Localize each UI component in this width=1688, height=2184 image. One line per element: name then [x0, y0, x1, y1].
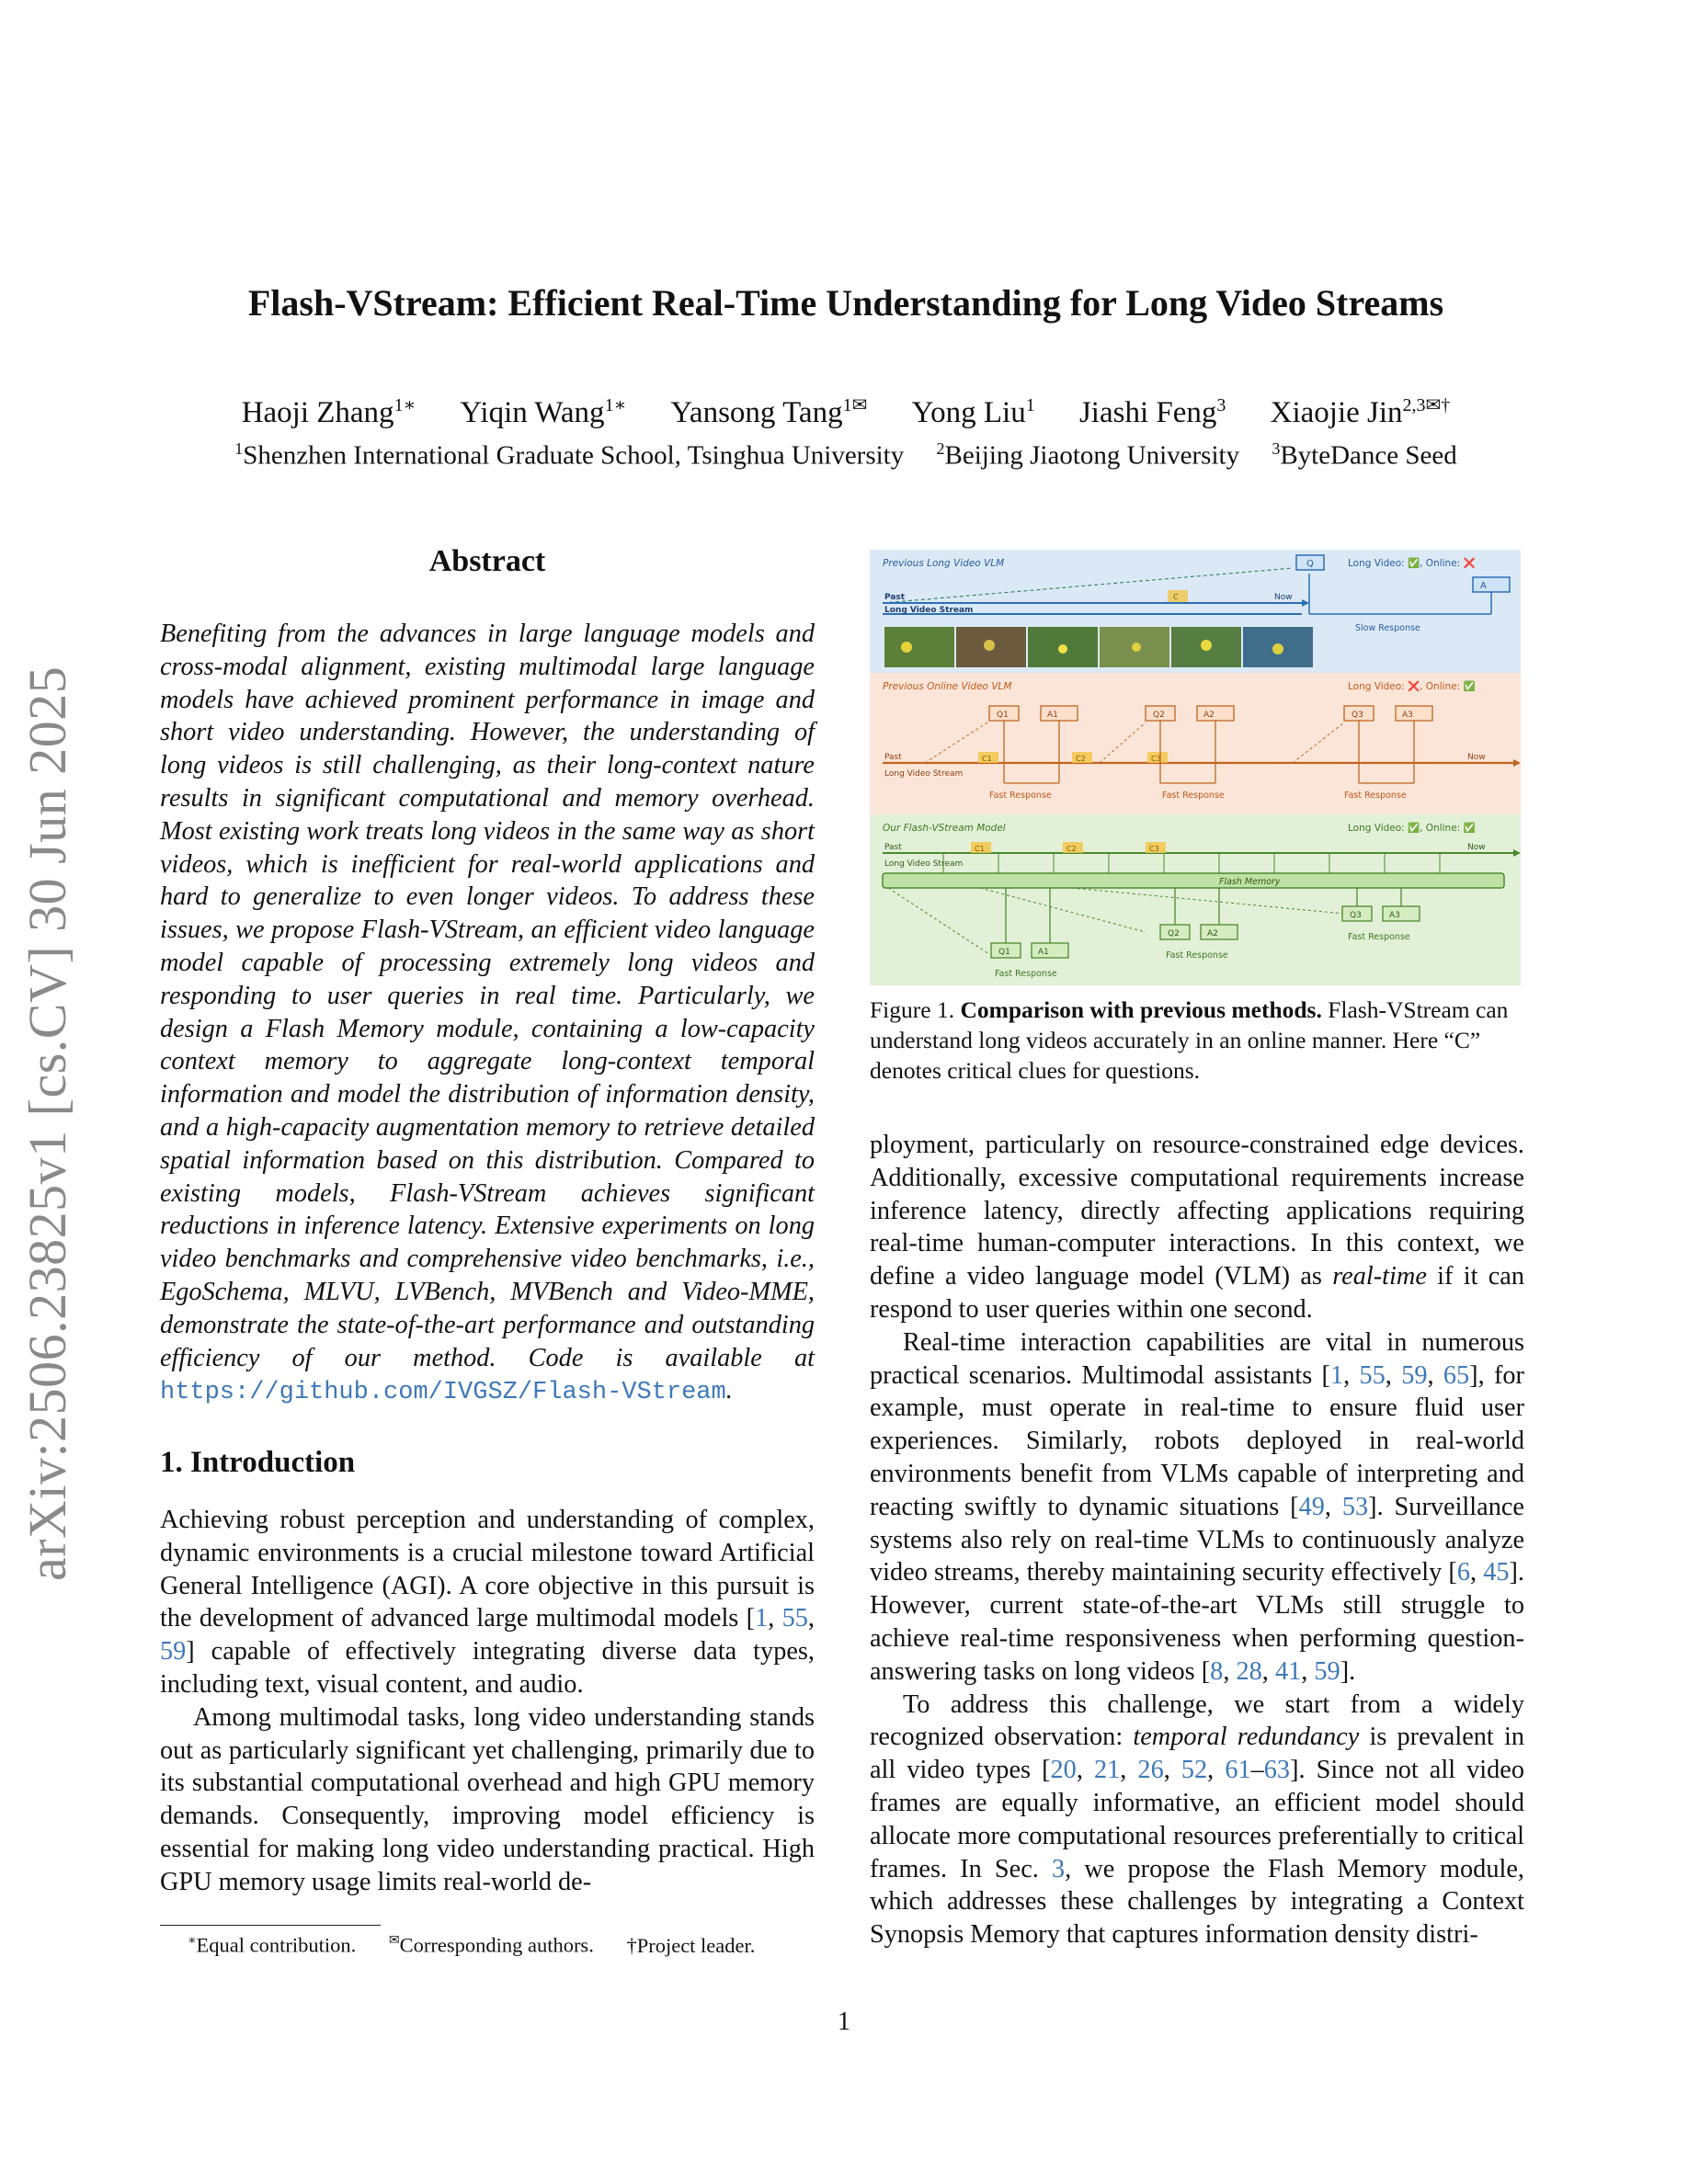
author-name: Yansong Tang — [670, 396, 843, 429]
flash-memory-bar — [883, 873, 1504, 888]
citation-link[interactable]: 49 — [1298, 1492, 1325, 1521]
q1-label: Q1 — [997, 711, 1009, 720]
page-number: 1 — [838, 2008, 850, 2036]
affiliation — [937, 439, 1240, 472]
emphasis: temporal redundancy — [1133, 1723, 1360, 1752]
answer-box — [1201, 925, 1237, 939]
author-name: Yiqin Wang — [460, 396, 605, 429]
citation-link[interactable]: 21 — [1093, 1756, 1121, 1785]
stream-label-3: Long Video Stream — [884, 859, 964, 869]
author — [242, 393, 416, 430]
footnote-project-leader: †Project leader. — [626, 1933, 756, 1957]
answer-box — [1041, 706, 1078, 721]
question-label: Q — [1306, 559, 1314, 569]
flash-memory-label: Flash Memory — [1219, 877, 1281, 887]
player-figure — [1201, 640, 1212, 651]
citation-link[interactable]: 53 — [1341, 1492, 1369, 1521]
citation-link[interactable]: 1 — [1329, 1360, 1344, 1390]
q1-label: Q1 — [998, 948, 1010, 957]
past-label: Past — [884, 753, 902, 762]
video-frame — [884, 627, 954, 667]
body-text-span: ]. — [1340, 1656, 1356, 1686]
citation-link[interactable]: 45 — [1483, 1558, 1510, 1587]
c3-label: C3 — [1149, 845, 1159, 853]
author-name: Yong Liu — [911, 396, 1026, 429]
author-affiliation-marker: 1∗ — [393, 395, 416, 415]
right-paragraph-1 — [870, 1129, 1524, 1326]
citation-link[interactable]: 6 — [1456, 1558, 1470, 1587]
fast-response-label: Fast Response — [1344, 791, 1407, 801]
footnote-text: Corresponding authors. — [399, 1933, 594, 1957]
author — [1271, 393, 1451, 430]
fast-response-label: Fast Response — [989, 791, 1052, 801]
c3-label: C3 — [1151, 755, 1161, 763]
citation-link[interactable]: 59 — [1401, 1360, 1428, 1390]
citation-link[interactable]: 28 — [1236, 1656, 1262, 1686]
affiliation-marker: 2 — [936, 439, 945, 458]
citation-link[interactable]: 52 — [1180, 1756, 1208, 1785]
a2-label: A2 — [1207, 929, 1218, 938]
figure-label: Figure 1. — [870, 996, 955, 1023]
fast-response-label: Fast Response — [1348, 932, 1410, 942]
q2-label: Q2 — [1153, 711, 1165, 720]
body-text-span: ]. Since not all video frames are equally informative, an efficient model should allocate more computational resources preferentially to critical frames. In Sec. — [870, 1756, 1525, 1883]
a3-label: A3 — [1389, 911, 1400, 920]
author-affiliation-marker: 1∗ — [604, 395, 627, 415]
introduction-heading: 1. Introduction — [160, 1446, 356, 1479]
right-paragraph-3: To address this challenge, we start from a widely recognized observation: temporal redundancy is prevalent in all video types [20, 21, 26, 52, 61–63]. Since not all video frames are equally informative, an efficient model should allocate more computational resources preferentially to critical frames. In Sec. 3, we propose the Flash Memory module, which addresses these challenges by integrating a Context Synopsis Memory that captures information density distri- — [870, 1689, 1525, 1950]
citation-link[interactable]: 26 — [1137, 1756, 1164, 1785]
intro-paragraph-1: Achieving robust perception and understanding of complex, dynamic environments is a crucial milestone toward Artificial General Intelligence (AGI). A core objective in this pursuit is the development of advanced large multimodal models [1, 55, 59] capable of effectively integrating diverse data types, including text, visual content, and audio. — [160, 1506, 815, 1699]
author — [912, 395, 1035, 430]
author-affiliation-marker: 1 — [1025, 395, 1035, 415]
c2-label: C2 — [1076, 755, 1086, 763]
author — [670, 393, 867, 430]
footnote-divider — [160, 1925, 381, 1926]
author-list — [92, 393, 1600, 430]
author-affiliation-marker: 3 — [1216, 395, 1226, 415]
answer-box — [1396, 706, 1432, 721]
author-affiliation-marker: 1✉ — [842, 395, 868, 415]
figure-caption — [870, 995, 1524, 1086]
affiliation-marker: 3 — [1272, 439, 1281, 458]
citation-link[interactable]: 61 — [1225, 1756, 1251, 1785]
footnotes — [160, 1933, 815, 1958]
citation-link[interactable]: 1 — [755, 1604, 769, 1633]
panel-3-title: Our Flash-VStream Model — [883, 823, 1006, 834]
q3-label: Q3 — [1352, 711, 1363, 720]
citation-link[interactable]: 59 — [160, 1637, 187, 1666]
fast-response-label: Fast Response — [1162, 791, 1225, 801]
emphasis: real-time — [1332, 1262, 1427, 1291]
body-text-span: ]. Surveillance systems also rely on real-time VLMs to continuously analyze video streams, thereby maintaining security effectively [ — [870, 1492, 1524, 1587]
code-repository-link[interactable]: https://github.com/IVGSZ/Flash-VStream — [160, 1379, 726, 1407]
past-label: Past — [884, 843, 902, 852]
answer-box — [1383, 906, 1420, 921]
body-text-span: Real-time interaction capabilities are vital in numerous practical scenarios. Multimodal assistants [ — [870, 1327, 1524, 1390]
citation-link[interactable]: 55 — [1359, 1360, 1386, 1390]
body-text-span: , we propose the Flash Memory module, which addresses these challenges by integrating a Context Synopsis Memory that captures information density distri- — [870, 1854, 1524, 1950]
footnote-equal-contribution — [188, 1933, 356, 1958]
answer-box — [1197, 706, 1234, 721]
stream-label-1: Long Video Stream — [884, 606, 974, 615]
c1-label: C1 — [982, 755, 992, 763]
now-label: Now — [1467, 753, 1486, 762]
footnote-text: Equal contribution. — [196, 1933, 357, 1957]
figure-caption-title: Comparison with previous methods. — [960, 996, 1322, 1023]
affiliation-list — [92, 439, 1600, 472]
intro-text-span: Achieving robust perception and understanding of complex, dynamic environments is a crucial milestone toward Artificial General Intelligence (AGI). A core objective in this pursuit is the development of advanced large multimodal models [ — [160, 1506, 815, 1633]
author-name: Xiaojie Jin — [1270, 396, 1403, 429]
player-figure — [1132, 643, 1141, 652]
intro-paragraph-2: Among multimodal tasks, long video understanding stands out as particularly significant yet challenging, primarily due to its substantial computational overhead and high GPU memory demands. Consequently, improving model efficiency is essential for making long video understanding practical. High GPU memory usage limits real-world de- — [160, 1702, 815, 1896]
right-column-body — [870, 1129, 1524, 1951]
abstract-text: Benefiting from the advances in large language models and cross-modal alignment, existing multimodal large language models have achieved prominent performance in image and short video understanding. However, the understanding of long videos is still challenging, as their long-context nature results in significant computational and memory overhead. Most existing work treats long videos in the same way as short videos, which is inefficient for real-world applications and hard to generalize to even longer videos. To address these issues, we propose Flash-VStream, an efficient video language model capable of processing extremely long videos and responding to user queries in real time. Particularly, we design a Flash Memory module, containing a low-capacity context memory to aggregate long-context temporal information and model the distribution of information density, and a high-capacity augmentation memory to retrieve detailed spatial information based on this distribution. Compared to existing models, Flash-VStream achieves significant reductions in inference latency. Extensive experiments on long video benchmarks and comprehensive video benchmarks, i.e., EgoSchema, MLVU, LVBench, MVBench and Video-MME, demonstrate the state-of-the-art performance and outstanding efficiency of our method. Code is available at — [160, 620, 815, 1372]
abstract-period: . — [725, 1376, 733, 1405]
a1-label: A1 — [1038, 948, 1049, 957]
footnote-marker: ∗ — [188, 1934, 197, 1948]
panel-2-title: Previous Online Video VLM — [883, 681, 1012, 692]
body-text-span: To address this challenge, we start from a widely recognized observation: — [870, 1689, 1524, 1752]
footnote-marker: ✉ — [388, 1934, 400, 1948]
citation-link[interactable]: 8 — [1210, 1656, 1224, 1686]
paper-title: Flash-VStream: Efficient Real-Time Understanding for Long Video Streams — [247, 282, 1444, 324]
abstract-body — [160, 618, 815, 1410]
footnote-corresponding — [389, 1933, 594, 1958]
citation-link[interactable]: 63 — [1263, 1756, 1291, 1785]
answer-box — [1473, 577, 1510, 592]
intro-text-span: ] capable of effectively integrating diverse data types, including text, visual content, and audio. — [160, 1637, 815, 1699]
author — [1079, 395, 1226, 430]
a3-label: A3 — [1402, 711, 1413, 720]
a1-label: A1 — [1047, 711, 1058, 720]
figure-1-diagram — [870, 550, 1521, 985]
citation-link[interactable]: 59 — [1314, 1656, 1340, 1686]
figure-caption-text: Flash-VStream can understand long videos accurately in an online manner. Here “C” denotes critical clues for questions. — [870, 996, 1509, 1084]
panel-1-status: Long Video: ✅, Online: ❌ — [1348, 558, 1476, 569]
affiliation — [1272, 439, 1456, 472]
author-name: Haoji Zhang — [241, 396, 394, 429]
body-text-span: if it can respond to user queries within one second. — [870, 1262, 1525, 1324]
arxiv-identifier-stamp: arXiv:2506.23825v1 [cs.CV] 30 Jun 2025 — [17, 665, 77, 1581]
slow-response-label: Slow Response — [1355, 623, 1420, 633]
body-text-span: ], for example, must operate in real-time to ensure fluid user experiences. Similarly, robots deployed in real-world environments benefit from VLMs capable of interpreting and reacting swiftly to dynamic situations [ — [870, 1360, 1524, 1521]
affiliation-name: Beijing Jiaotong University — [944, 440, 1240, 471]
affiliation-name: ByteDance Seed — [1280, 440, 1457, 471]
body-text-span: ployment, particularly on resource-constrained edge devices. Additionally, excessive computational requirements increase inference latency, directly affecting applications requiring real-time human-computer interactions. In this context, we define a video language model (VLM) as — [870, 1131, 1524, 1291]
affiliation-name: Shenzhen International Graduate School, Tsinghua University — [243, 440, 905, 471]
answer-label: A — [1480, 581, 1487, 591]
player-figure — [1058, 644, 1067, 654]
player-figure — [901, 642, 912, 653]
author-name: Jiashi Feng — [1078, 396, 1217, 429]
body-text-span: ]. However, current state-of-the-art VLMs still struggle to achieve real-time responsiveness when performing question-answering tasks on long videos [ — [870, 1558, 1524, 1686]
q3-label: Q3 — [1350, 911, 1362, 920]
author — [460, 393, 626, 430]
section-reference-link[interactable]: 3 — [1052, 1854, 1066, 1883]
affiliation — [234, 439, 904, 472]
panel-2-status: Long Video: ❌, Online: ✅ — [1348, 681, 1476, 692]
stream-label-2: Long Video Stream — [884, 769, 964, 779]
clue-label: C — [1173, 593, 1179, 601]
now-label: Now — [1467, 843, 1486, 852]
right-paragraph-2: Real-time interaction capabilities are vital in numerous practical scenarios. Multimodal assistants [1, 55, 59, 65], for example, must operate in real-time to ensure fluid user experiences. Similarly, robots deployed in real-world environments benefit from VLMs capable of interpreting and reacting swiftly to dynamic situations [49, 53]. Surveillance systems also rely on real-time VLMs to continuously analyze video streams, thereby maintaining security effectively [6, 45]. However, current state-of-the-art VLMs still struggle to achieve real-time responsiveness when performing question-answering tasks on long videos [8, 28, 41, 59]. — [870, 1327, 1524, 1686]
c1-label: C1 — [975, 845, 985, 853]
answer-box — [1032, 943, 1068, 958]
citation-link[interactable]: 55 — [781, 1604, 808, 1633]
citation-link[interactable]: 20 — [1050, 1756, 1077, 1785]
introduction-body — [160, 1504, 815, 1899]
citation-link[interactable]: 41 — [1274, 1656, 1302, 1686]
citation-link[interactable]: 65 — [1443, 1360, 1470, 1390]
author-affiliation-marker: 2,3✉† — [1402, 395, 1451, 415]
affiliation-marker: 1 — [234, 439, 244, 458]
a2-label: A2 — [1203, 711, 1215, 720]
q2-label: Q2 — [1168, 929, 1180, 938]
player-figure — [1272, 643, 1283, 654]
panel-1-title: Previous Long Video VLM — [883, 558, 1005, 569]
player-figure — [984, 640, 995, 651]
c2-label: C2 — [1066, 845, 1077, 853]
now-label: Now — [1274, 593, 1293, 602]
body-text-span: is prevalent in all video types [ — [870, 1723, 1524, 1785]
fast-response-label: Fast Response — [1166, 950, 1228, 961]
past-label: Past — [884, 593, 906, 602]
abstract-heading: Abstract — [428, 544, 546, 578]
panel-3-status: Long Video: ✅, Online: ✅ — [1348, 823, 1476, 834]
fast-response-label: Fast Response — [995, 969, 1057, 979]
